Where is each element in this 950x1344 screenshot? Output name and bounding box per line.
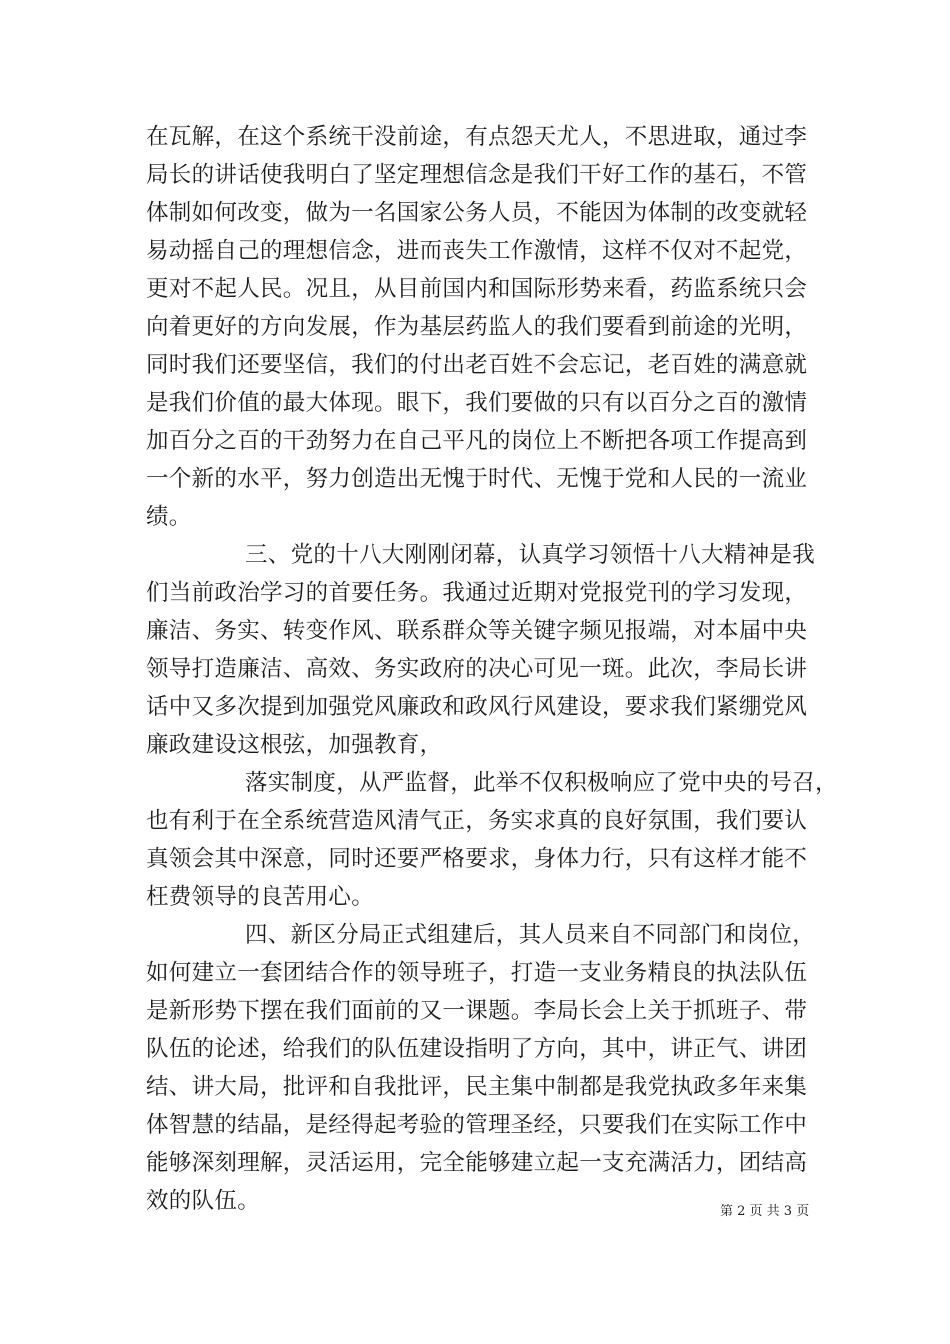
text-line: 易动摇自己的理想信念，进而丧失工作激情，这样不仅对不起党， <box>146 238 808 264</box>
text-line: 能够深刻理解，灵活运用，完全能够建立起一支充满活力，团结高 <box>146 1150 808 1176</box>
text-line: 也有利于在全系统营造风清气正，务实求真的良好氛围，我们要认 <box>146 808 808 834</box>
text-line: 在瓦解，在这个系统干没前途，有点怨天尤人，不思进取，通过李 <box>146 124 808 150</box>
text-line: 向着更好的方向发展，作为基层药监人的我们要看到前途的光明， <box>146 314 808 340</box>
text-line: 话中又多次提到加强党风廉政和政风行风建设，要求我们紧绷党风 <box>146 694 808 720</box>
text-line: 队伍的论述，给我们的队伍建设指明了方向，其中，讲正气、讲团 <box>146 1036 808 1062</box>
text-line: 真领会其中深意，同时还要严格要求，身体力行，只有这样才能不 <box>146 846 808 872</box>
text-line: 体智慧的结晶，是经得起考验的管理圣经，只要我们在实际工作中 <box>146 1112 808 1138</box>
text-line: 体制如何改变，做为一名国家公务人员，不能因为体制的改变就轻 <box>146 200 808 226</box>
text-line: 局长的讲话使我明白了坚定理想信念是我们干好工作的基石，不管 <box>146 162 808 188</box>
text-line: 更对不起人民。况且，从目前国内和国际形势来看，药监系统只会 <box>146 276 808 302</box>
text-line: 一个新的水平，努力创造出无愧于时代、无愧于党和人民的一流业 <box>146 466 808 492</box>
text-line: 们当前政治学习的首要任务。我通过近期对党报党刊的学习发现， <box>146 580 808 606</box>
text-line: 是新形势下摆在我们面前的又一课题。李局长会上关于抓班子、带 <box>146 998 808 1024</box>
text-line: 领导打造廉洁、高效、务实政府的决心可见一斑。此次，李局长讲 <box>146 656 808 682</box>
text-line: 效的队伍。 <box>146 1188 261 1214</box>
text-line: 绩。 <box>146 504 192 530</box>
text-line: 枉费领导的良苦用心。 <box>146 884 375 910</box>
text-line: 加百分之百的干劲努力在自己平凡的岗位上不断把各项工作提高到 <box>146 428 808 454</box>
text-line: 如何建立一套团结合作的领导班子，打造一支业务精良的执法队伍 <box>146 960 808 986</box>
text-line: 是我们价值的最大体现。眼下，我们要做的只有以百分之百的激情 <box>146 390 808 416</box>
paragraph-four-start: 四、新区分局正式组建后，其人员来自不同部门和岗位， <box>245 922 816 948</box>
paragraph-continuation-start: 落实制度，从严监督，此举不仅积极响应了党中央的号召， <box>245 770 838 796</box>
text-line: 结、讲大局，批评和自我批评，民主集中制都是我党执政多年来集 <box>146 1074 808 1100</box>
text-line: 廉政建设这根弦，加强教育， <box>146 732 443 758</box>
text-line: 同时我们还要坚信，我们的付出老百姓不会忘记，老百姓的满意就 <box>146 352 808 378</box>
paragraph-three-start: 三、党的十八大刚刚闭幕，认真学习领悟十八大精神是我 <box>245 542 816 568</box>
page-number: 第 2 页 共 3 页 <box>720 1204 810 1219</box>
text-line: 廉洁、务实、转变作风、联系群众等关键字频见报端，对本届中央 <box>146 618 808 644</box>
